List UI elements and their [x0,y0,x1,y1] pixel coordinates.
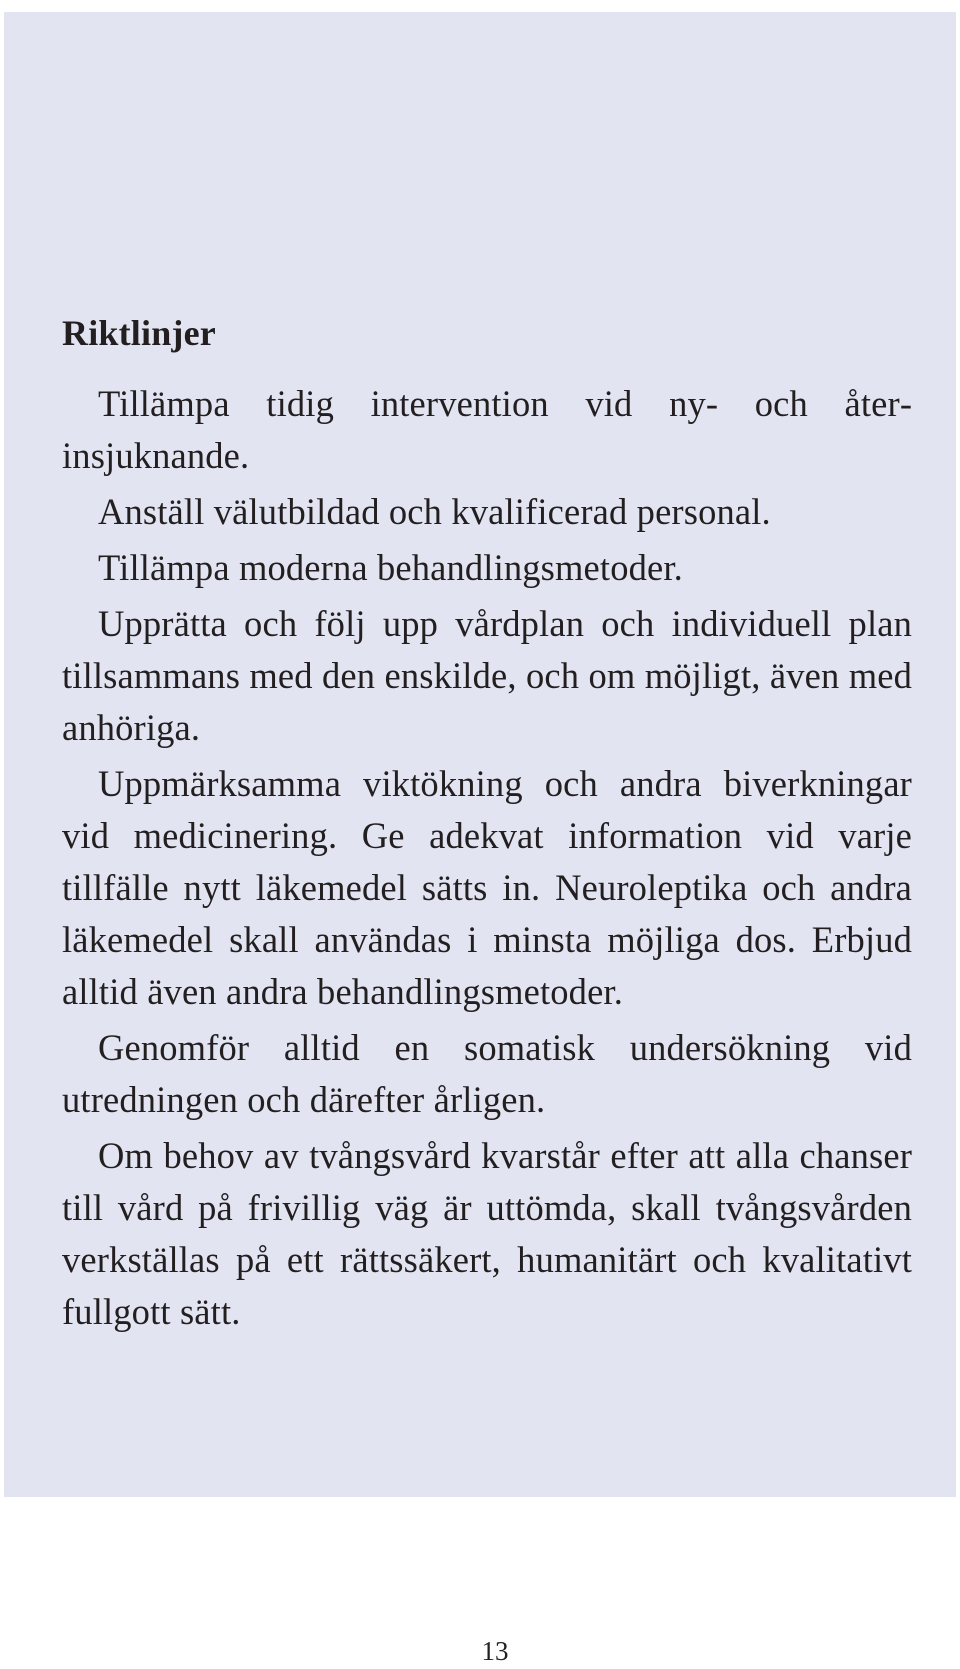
paragraph-modern-methods: Tillämpa moderna behandlingsmetoder. [98,547,683,588]
paragraph-care-plan: Upprätta och följ upp vårdplan och individuell plan tillsammans med den enskilde, och om möjligt, även med anhöriga. [62,603,912,748]
section-heading: Riktlinjer [62,313,216,353]
paragraph-compulsory-care: Om behov av tvångsvård kvarstår efter att alla chanser till vård på frivillig väg är uttömda, skall tvångsvården verkställas på ett rättssäkert, humanitärt och kvalitativt fullgott sätt. [62,1135,912,1332]
paragraph-qualified-staff: Anställ välutbildad och kvalificerad personal. [98,491,771,532]
guidelines-content [62,304,912,1338]
guidelines-panel [4,12,956,1497]
paragraph-somatic-exam: Genomför alltid en somatisk undersökning vid utredningen och därefter årligen. [62,1027,912,1120]
paragraph-medication: Uppmärksamma viktökning och andra biverkningar vid medicinering. Ge adekvat information vid varje tillfälle nytt läkemedel sätts in. Neuroleptika och andra läkemedel skall användas i minsta möjliga dos. Erbjud alltid även andra behandlingsmetoder. [62,763,912,1012]
page-number: 13 [481,1636,509,1666]
paragraph-early-intervention: Tillämpa tidig intervention vid ny- och återinsjuknande. [62,383,912,476]
